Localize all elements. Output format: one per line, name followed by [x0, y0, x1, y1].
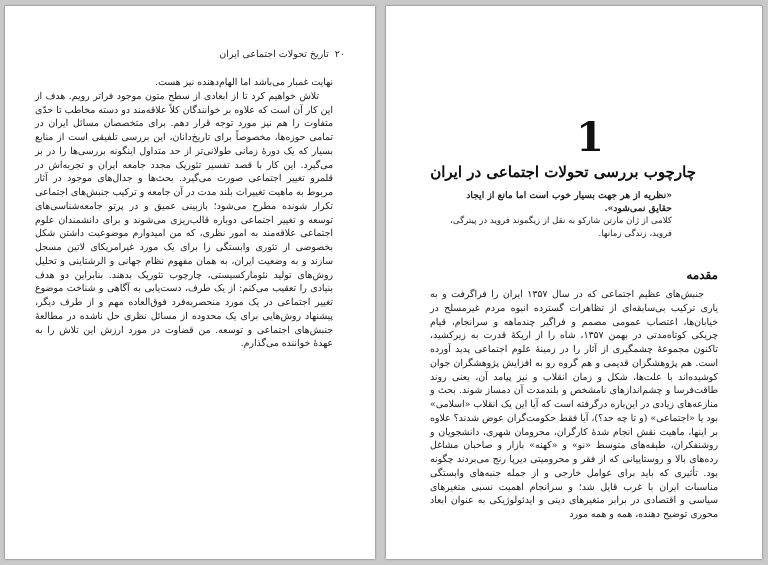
epigraph-quote: «نظریه از هر جهت بسیار خوب است اما مانع از ایجاد حقایق نمی‌شود». [466, 190, 672, 214]
page-number: ۲۰ [334, 49, 345, 60]
left-page [5, 6, 375, 559]
paragraph: جنبش‌های عظیم اجتماعی که در سال ۱۳۵۷ ایران را فراگرفت و به یاری ترکیب بی‌سابقه‌ای از تظاهرات گسترده انبوه مردم غیرمسلح در خیابان‌ها، اعتصاب عمومی مصمم و فراگیر چندماهه و سرانجام، قیام چریکی کوتاه‌مدتی در بهمن ۱۳۵۷، شاه را از اریکهٔ قدرت به زیرکشید، تاکنون مجموعهٔ چشمگیری از آثار را در زمینهٔ علوم اجتماعی پدید آورده است. هم پژوهشگران قدیمی و هم گروه رو به افزایش پژوهشگران جوان کوشیده‌اند با علت‌ها، شکل و زمان انقلاب و نیز پیامد آن، یعنی روند طاقت‌فرسا و چشم‌اندازهای نامشخص و بلندمدت آن دمساز شوند. بحث و منازعه‌های زیادی در این‌باره درگرفته است که آیا این یک انقلاب «اسلامی» بود یا «اجتماعی» (و تا چه حد؟)، آیا فقط حکومت‌گران عوض شدند؟ علاوه بر اینها، ماهیت نقش انجام شدهٔ کارگران، محرومان شهری، دانشجویان و روشنفکران، طبقه‌های متوسط «نو» و «کهنه» بازار و صاحبان مشاغل رده‌های بالا و روستاییانی که از فقر و محرومیتی دیرپا رنج می‌بردند چگونه بود. تأثیری که باید برای عوامل خارجی و از جمله جنبه‌های وابستگی مناسبات ایران با غرب قایل شد؛ و سرانجام اهمیت نسبی متغیرهای سیاسی و اقتصادی در برابر متغیرهای دینی و ایدئولوژیکی به عنوان ابعاد محوری توضیح دهنده، همه و همه مورد [430, 289, 718, 520]
paragraph: نهایت غمبار می‌باشد اما الهام‌دهنده نیز هست. [155, 77, 333, 88]
right-page [386, 6, 762, 559]
chapter-title: چارچوب بررسی تحولات اجتماعی در ایران [430, 163, 696, 181]
running-title: تاریخ تحولات اجتماعی ایران [219, 49, 329, 60]
left-body-text [35, 76, 333, 351]
epigraph [446, 189, 672, 249]
paragraph: تلاش خواهیم کرد تا از ابعادی از سطح متون موجود فراتر رویم. هدف از این کار آن است که علاوه بر خوانندگان کلاً علاقه‌مند دو دسته مخاطب تا حدّی متفاوت را هم نیز مورد توجه قرار دهم. برای متخصصان مسائل ایران در تمامی حوزه‌ها، مخصوصاً برای تاریخ‌دانان، این بررسی تلفیقی است از منابع بسیار که یک دورهٔ زمانی طولانی‌تر از حد متداول اینگونه بررسی‌ها را در بر می‌گیرد. این کار با قصد تفسیر تئوریک مجدد جامعه ایران و تجربه‌اش در قلمرو تغییر اجتماعی صورت می‌گیرد. بحث‌ها و جدال‌های موجود در آثار مربوط به ماهیت تغییرات بلند مدت در آن جامعه و ترکیب جنبش‌های اجتماعی تکرار شونده مطرح می‌شود؛ بازبینی عمیق و در پرتو جامعه‌شناسی‌های توسعه و تغییر اجتماعی دوباره قالب‌ریزی می‌شوند و برای دانشمندان علوم اجتماعی علاقه‌مند به امور نظری، که من امیدوارم موضوعیت داشتن شکل بخصوصی از تئوری وابستگی را برای یک مورد غیرامریکای لاتین مسجل سازند و به وضعیت ایران، به همان مفهوم نظام جهانی و الرشتاینی و تحلیل روش‌های تولید نئومارکسیستی، چارچوب تئوریک بدهند. بنابراین دو هدف بنیادی را تعقیب می‌کنم: از یک طرف، دست‌یابی به آگاهی و شناخت موضوع تغییر اجتماعی در یک مورد منحصربه‌فرد فوق‌العاده مهم و از طرف دیگر، پیشنهاد روش‌هایی برای یک محدوده از مسائل نظری حل ناشده در مطالعهٔ جنبش‌های اجتماعی و توسعه. من قضاوت در مورد ارزش این تلاش را به عهدهٔ خواننده می‌گذارم. [35, 90, 333, 350]
right-body-text [430, 288, 718, 522]
epigraph-source: کلامی از ژان مارتن شارکو به نقل از زیگموند فروید در پیترگی، فروید، زندگی زمانها. [450, 216, 672, 239]
section-heading: مقدمه [686, 268, 718, 282]
chapter-number: 1 [576, 114, 604, 161]
page-header [35, 49, 345, 60]
